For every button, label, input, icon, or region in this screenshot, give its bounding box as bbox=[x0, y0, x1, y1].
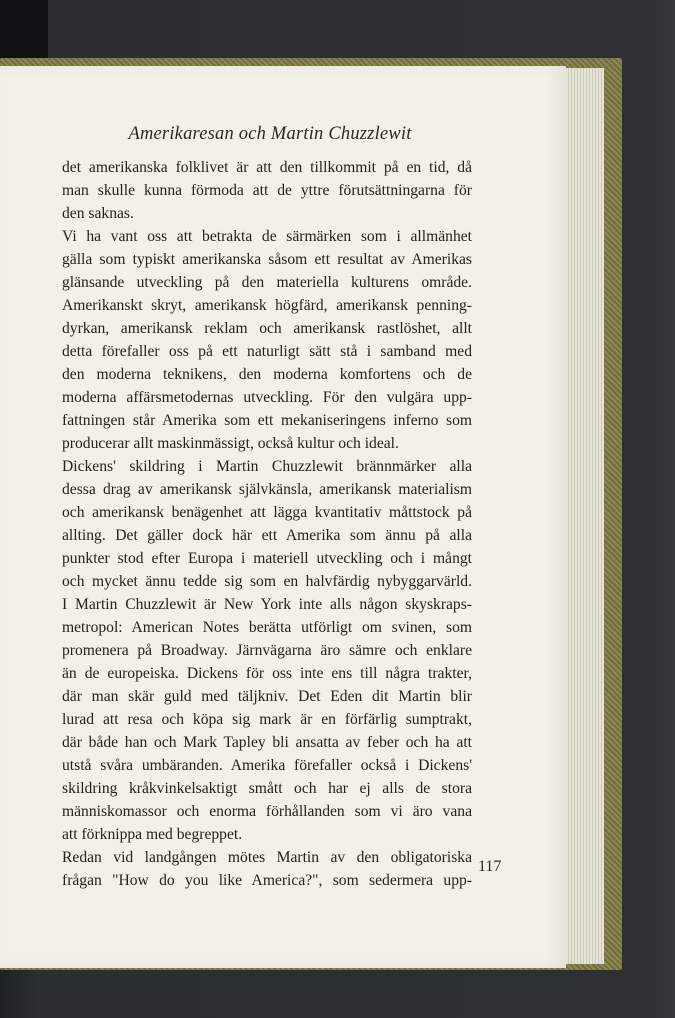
text-line: detta förefaller oss på ett naturligt sätt stå i samband med bbox=[62, 343, 472, 360]
text-line: man skulle kunna förmoda att de yttre förutsättningarna för bbox=[62, 182, 472, 199]
text-line: I Martin Chuzzlewit är New York inte alls någon skyskraps- bbox=[62, 596, 472, 613]
text-line: där man skär guld med täljkniv. Det Eden dit Martin blir bbox=[62, 688, 472, 705]
text-line: allting. Det gäller dock här ett Amerika som ännu på alla bbox=[62, 527, 472, 544]
text-line: fattningen står Amerika som ett mekaniseringens inferno som bbox=[62, 412, 472, 429]
text-line: Dickens' skildring i Martin Chuzzlewit brännmärker alla bbox=[62, 458, 472, 475]
text-line: att förknippa med begreppet. bbox=[62, 826, 243, 843]
text-line: Vi ha vant oss att betrakta de särmärken som i allmänhet bbox=[62, 228, 472, 245]
text-line: Redan vid landgången mötes Martin av den obligatoriska bbox=[62, 849, 472, 866]
text-line: metropol: American Notes berätta utförligt om svinen, som bbox=[62, 619, 472, 636]
text-line: frågan "How do you like America?", som sedermera upp- bbox=[62, 872, 472, 889]
text-line: producerar allt maskinmässigt, också kultur och ideal. bbox=[62, 435, 399, 452]
book-spine bbox=[0, 0, 48, 60]
body-text bbox=[62, 156, 472, 892]
page-number: 117 bbox=[478, 858, 502, 875]
text-line: punkter stod efter Europa i materiell utveckling och i mångt bbox=[62, 550, 472, 567]
text-line: den saknas. bbox=[62, 205, 134, 222]
text-line: glänsande utveckling på den materiella kulturens område. bbox=[62, 274, 472, 291]
text-line: och amerikansk benägenhet att lägga kvantitativ måttstock på bbox=[62, 504, 472, 521]
text-line: den moderna teknikens, den moderna komfortens och de bbox=[62, 366, 472, 383]
text-line: lurad att resa och köpa sig mark är en förfärlig sumptrakt, bbox=[62, 711, 472, 728]
text-line: promenera på Broadway. Järnvägarna äro sämre och enklare bbox=[62, 642, 472, 659]
text-line: människomassor och enorma förhållanden som vi äro vana bbox=[62, 803, 472, 820]
text-line: Amerikanskt skryt, amerikansk högfärd, amerikansk penning- bbox=[62, 297, 472, 314]
running-head: Amerikaresan och Martin Chuzzlewit bbox=[128, 124, 412, 144]
text-line: gälla som typiskt amerikanska såsom ett resultat av Amerikas bbox=[62, 251, 472, 268]
text-line: moderna affärsmetodernas utveckling. För den vulgära upp- bbox=[62, 389, 472, 406]
text-line: än de europeiska. Dickens för oss inte ens till några trakter, bbox=[62, 665, 472, 682]
text-line: dyrkan, amerikansk reklam och amerikansk rastlöshet, allt bbox=[62, 320, 472, 337]
text-line: utstå svåra umbäranden. Amerika förefaller också i Dickens' bbox=[62, 757, 472, 774]
text-line: och mycket ännu tedde sig som en halvfärdig nybyggarvärld. bbox=[62, 573, 472, 590]
text-line: det amerikanska folklivet är att den tillkommit på en tid, då bbox=[62, 159, 472, 176]
text-line: dessa drag av amerikansk självkänsla, amerikansk materialism bbox=[62, 481, 472, 498]
text-line: skildring kråkvinkelsaktigt smått och har ej alls de stora bbox=[62, 780, 472, 797]
text-line: där både han och Mark Tapley bli ansatta av feber och ha att bbox=[62, 734, 472, 751]
